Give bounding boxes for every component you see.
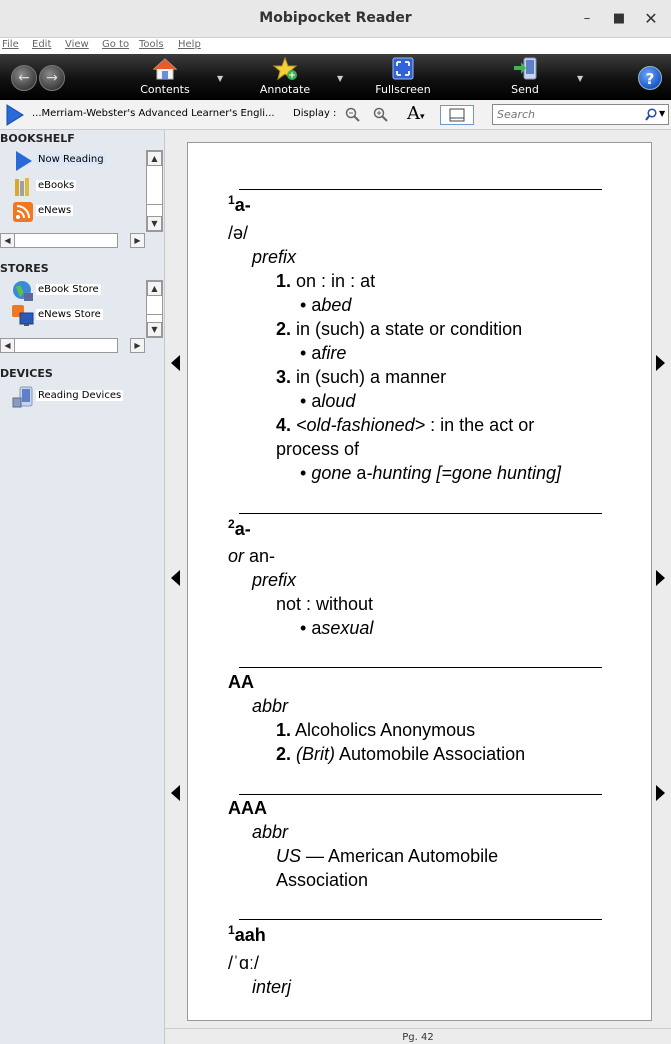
sidebar bbox=[0, 130, 165, 1044]
footer-divider bbox=[165, 1028, 671, 1029]
annotate-label: Annotate bbox=[259, 83, 311, 96]
arrow-right-icon: → bbox=[46, 70, 58, 86]
stores-heading: STORES bbox=[0, 262, 49, 275]
devices-icon bbox=[12, 386, 34, 408]
next-page-arrow-icon[interactable] bbox=[656, 355, 665, 371]
hscroll-thumb[interactable] bbox=[14, 233, 118, 248]
books-icon bbox=[12, 176, 34, 198]
minimize-icon[interactable]: – bbox=[583, 11, 591, 26]
scroll-up-icon[interactable]: ▲ bbox=[147, 151, 162, 166]
sense: 1. on : in : at bbox=[276, 271, 376, 291]
example: • afire bbox=[300, 343, 347, 363]
search-dropdown-icon[interactable]: ▼ bbox=[659, 109, 666, 118]
send-dropdown-icon[interactable]: ▼ bbox=[577, 74, 584, 83]
globe-icon bbox=[12, 280, 34, 302]
sense: US — American Automobile bbox=[276, 846, 499, 866]
font-size-glyph: A bbox=[407, 103, 420, 124]
book-page bbox=[187, 142, 652, 1021]
hscroll-thumb[interactable] bbox=[14, 338, 118, 353]
bookshelf-scrollbar[interactable] bbox=[146, 150, 163, 232]
entry-divider bbox=[239, 667, 602, 668]
reader-subbar bbox=[0, 100, 671, 130]
prev-page-arrow-icon[interactable] bbox=[171, 785, 180, 801]
pronunciation: /ˈɑː/ bbox=[228, 953, 260, 973]
book-title: ...Merriam-Webster's Advanced Learner's Engli... bbox=[32, 108, 275, 119]
search-icon[interactable] bbox=[645, 108, 658, 121]
scroll-down-icon[interactable]: ▼ bbox=[147, 322, 162, 337]
fullscreen-icon bbox=[390, 57, 416, 81]
stores-scrollbar[interactable] bbox=[146, 280, 163, 338]
menu-go-to[interactable]: Go to bbox=[102, 39, 130, 50]
entry-divider bbox=[239, 919, 602, 920]
sense: 2. (Brit) Automobile Association bbox=[276, 744, 526, 764]
sidebar-item-label: Now Reading bbox=[38, 154, 104, 165]
send-button[interactable] bbox=[480, 57, 570, 99]
menu-edit[interactable]: Edit bbox=[32, 39, 52, 50]
zoom-out-icon[interactable] bbox=[345, 107, 361, 123]
news-store-icon bbox=[12, 305, 34, 327]
contents-label: Contents bbox=[140, 83, 190, 96]
part-of-speech: abbr bbox=[252, 822, 289, 842]
page-view-button[interactable] bbox=[440, 105, 474, 125]
sense: not : without bbox=[276, 594, 374, 614]
example: • asexual bbox=[300, 618, 374, 638]
menu-view[interactable]: View bbox=[65, 39, 89, 50]
arrow-left-icon: ← bbox=[18, 70, 30, 86]
play-icon bbox=[12, 150, 34, 172]
example: • aloud bbox=[300, 391, 356, 411]
scroll-down-icon[interactable]: ▼ bbox=[147, 216, 162, 231]
headword: $^1$aah bbox=[228, 923, 266, 945]
reader-pane bbox=[165, 130, 671, 1044]
font-dropdown-icon: ▾ bbox=[420, 112, 425, 122]
svg-text:+: + bbox=[288, 71, 296, 81]
sense: 4. <old-fashioned> : in the act or bbox=[276, 415, 535, 435]
sense-continued: Association bbox=[276, 870, 369, 890]
fullscreen-button[interactable] bbox=[358, 57, 448, 99]
prev-page-arrow-icon[interactable] bbox=[171, 355, 180, 371]
headword: $^2$a- bbox=[228, 517, 251, 539]
scroll-thumb[interactable] bbox=[147, 167, 162, 205]
sense: 1. Alcoholics Anonymous bbox=[276, 720, 476, 740]
sidebar-item-label: eBooks bbox=[38, 180, 75, 191]
next-page-arrow-icon[interactable] bbox=[656, 785, 665, 801]
devices-heading: DEVICES bbox=[0, 367, 53, 380]
annotate-dropdown-icon[interactable]: ▼ bbox=[337, 74, 344, 83]
next-page-arrow-icon[interactable] bbox=[656, 570, 665, 586]
page-layout-icon bbox=[449, 108, 465, 122]
menu-bar bbox=[0, 38, 671, 54]
sidebar-item-label: eNews Store bbox=[38, 309, 101, 320]
send-device-icon bbox=[512, 57, 538, 81]
page-number: Pg. 42 bbox=[402, 1032, 434, 1043]
pronunciation: /ə/ bbox=[228, 223, 249, 243]
font-size-button[interactable] bbox=[407, 103, 425, 124]
part-of-speech: interj bbox=[252, 977, 292, 997]
bookshelf-hscrollbar[interactable] bbox=[0, 233, 146, 249]
sense: 2. in (such) a state or condition bbox=[276, 319, 523, 339]
scroll-up-icon[interactable]: ▲ bbox=[147, 281, 162, 296]
rss-icon bbox=[12, 201, 34, 223]
scroll-left-icon[interactable]: ◀ bbox=[0, 338, 15, 353]
headword: $^1$a- bbox=[228, 193, 251, 215]
menu-file[interactable]: File bbox=[2, 39, 19, 50]
part-of-speech: abbr bbox=[252, 696, 289, 716]
display-label: Display : bbox=[293, 108, 337, 119]
sidebar-item-label: Reading Devices bbox=[38, 390, 122, 401]
scroll-thumb[interactable] bbox=[147, 297, 162, 315]
menu-help[interactable]: Help bbox=[178, 39, 201, 50]
sense: 3. in (such) a manner bbox=[276, 367, 447, 387]
contents-dropdown-icon[interactable]: ▼ bbox=[217, 74, 224, 83]
window-title: Mobipocket Reader bbox=[259, 10, 412, 26]
play-icon[interactable] bbox=[5, 104, 25, 126]
entry-divider bbox=[239, 189, 602, 190]
menu-tools[interactable]: Tools bbox=[139, 39, 164, 50]
close-icon[interactable]: ✕ bbox=[644, 9, 658, 28]
home-icon bbox=[152, 57, 178, 81]
maximize-icon[interactable]: ■ bbox=[612, 11, 626, 26]
zoom-in-icon[interactable] bbox=[373, 107, 389, 123]
help-button[interactable]: ? bbox=[638, 66, 662, 90]
send-label: Send bbox=[511, 83, 539, 96]
scroll-right-icon[interactable]: ▶ bbox=[130, 233, 145, 248]
prev-page-arrow-icon[interactable] bbox=[171, 570, 180, 586]
headword: AA bbox=[228, 672, 254, 692]
main-toolbar bbox=[0, 54, 671, 100]
scroll-right-icon[interactable]: ▶ bbox=[130, 338, 145, 353]
headword: AAA bbox=[228, 798, 267, 818]
star-icon bbox=[272, 57, 298, 81]
annotate-button[interactable] bbox=[240, 57, 330, 99]
part-of-speech: prefix bbox=[252, 570, 297, 590]
title-bar bbox=[0, 0, 671, 38]
example: • abed bbox=[300, 295, 352, 315]
contents-button[interactable] bbox=[120, 57, 210, 99]
sidebar-item-label: eNews bbox=[38, 205, 72, 216]
variant: or an- bbox=[228, 546, 276, 566]
search-box bbox=[492, 104, 669, 125]
sidebar-item-label: eBook Store bbox=[38, 284, 99, 295]
example: • gone a-hunting [=gone hunting] bbox=[300, 463, 562, 483]
sense-continued: process of bbox=[276, 439, 360, 459]
back-button[interactable] bbox=[11, 65, 37, 91]
entry-divider bbox=[239, 513, 602, 514]
forward-button[interactable] bbox=[39, 65, 65, 91]
search-input[interactable] bbox=[493, 105, 643, 124]
part-of-speech: prefix bbox=[252, 247, 297, 267]
bookshelf-heading: BOOKSHELF bbox=[0, 132, 75, 145]
scroll-left-icon[interactable]: ◀ bbox=[0, 233, 15, 248]
fullscreen-label: Fullscreen bbox=[375, 83, 431, 96]
entry-divider bbox=[239, 794, 602, 795]
stores-hscrollbar[interactable] bbox=[0, 338, 146, 354]
